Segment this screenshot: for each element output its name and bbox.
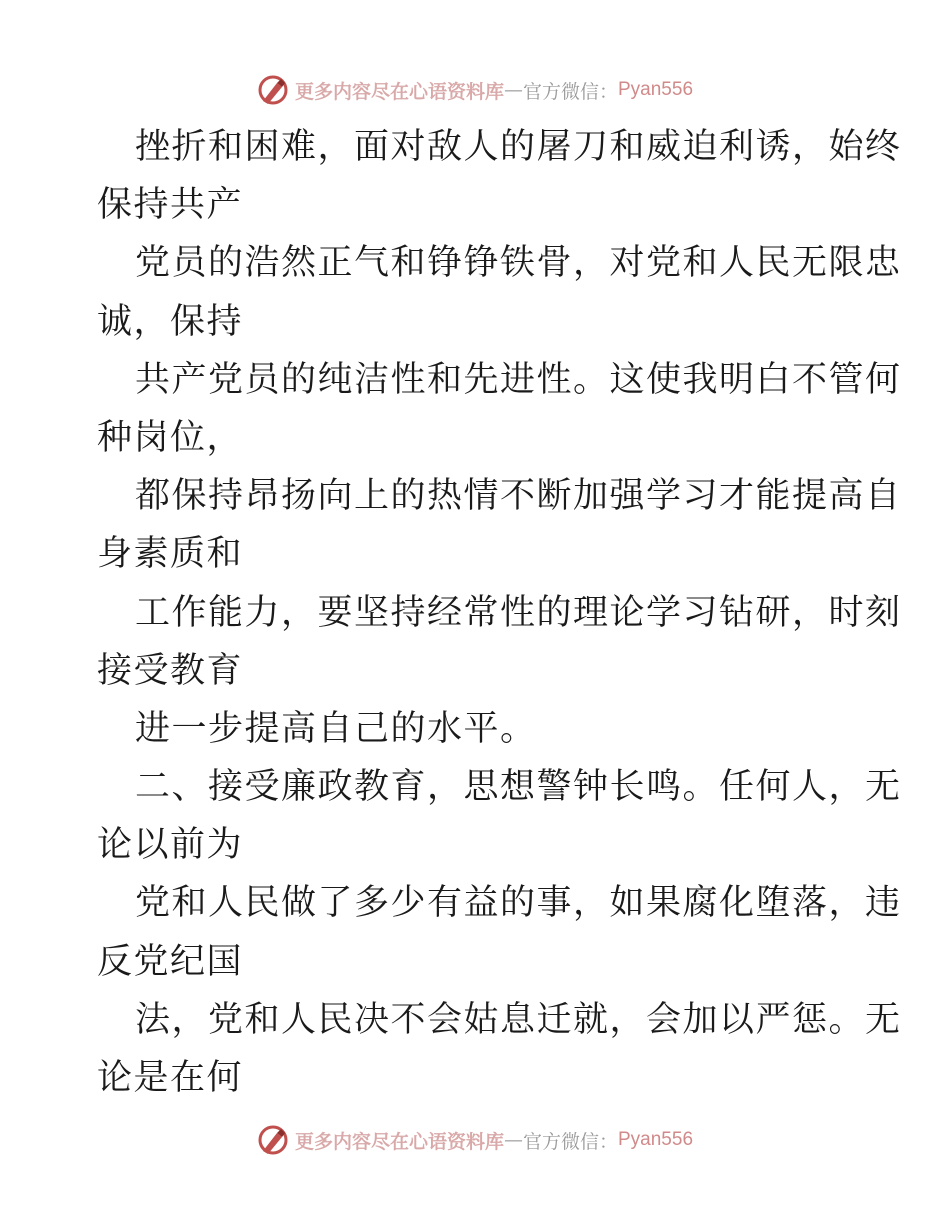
text-line: 保持共产: [97, 185, 244, 226]
pen-logo-icon: [257, 74, 289, 106]
document-body: [97, 118, 902, 1107]
text-line: 党和人民做了多少有益的事，如果腐化堕落，违: [135, 883, 902, 924]
footer-banner: [0, 1120, 950, 1160]
text-line: 二、接受廉政教育，思想警钟长鸣。任何人，无: [135, 767, 902, 808]
header-site-text: 更多内容尽在心语资料库: [294, 80, 504, 103]
text-line: 身素质和: [97, 534, 244, 575]
footer-separator: —: [503, 1129, 523, 1151]
text-line: 挫折和困难，面对敌人的屠刀和威迫利诱，始终: [135, 127, 902, 167]
footer-site-text: 更多内容尽在心语资料库: [294, 1130, 504, 1153]
text-line: 进一步提高自己的水平。: [135, 708, 537, 749]
text-line: 论以前为: [97, 825, 244, 866]
text-line: 工作能力，要坚持经常性的理论学习钻研，时刻: [135, 592, 902, 633]
text-line: 法，党和人民决不会姑息迁就，会加以严惩。无: [135, 999, 902, 1040]
text-line: 接受教育: [97, 650, 244, 691]
footer-wechat-label: 官方微信：: [522, 1130, 618, 1153]
text-line: 党员的浩然正气和铮铮铁骨，对党和人民无限忠: [135, 243, 902, 284]
text-line: 种岗位，: [97, 417, 244, 458]
text-line: 论是在何: [97, 1058, 244, 1098]
header-wechat-label: 官方微信：: [522, 80, 618, 103]
header-banner: [0, 70, 950, 110]
header-separator: —: [503, 79, 523, 101]
text-line: 诚，保持: [97, 301, 244, 342]
footer-wechat-id: Pyan556: [618, 1129, 694, 1150]
pen-logo-icon: [257, 1124, 289, 1156]
text-line: 都保持昂扬向上的热情不断加强学习才能提高自: [135, 476, 902, 517]
header-wechat-id: Pyan556: [618, 79, 694, 100]
text-line: 共产党员的纯洁性和先进性。这使我明白不管何: [135, 359, 902, 400]
text-line: 反党纪国: [97, 941, 244, 982]
